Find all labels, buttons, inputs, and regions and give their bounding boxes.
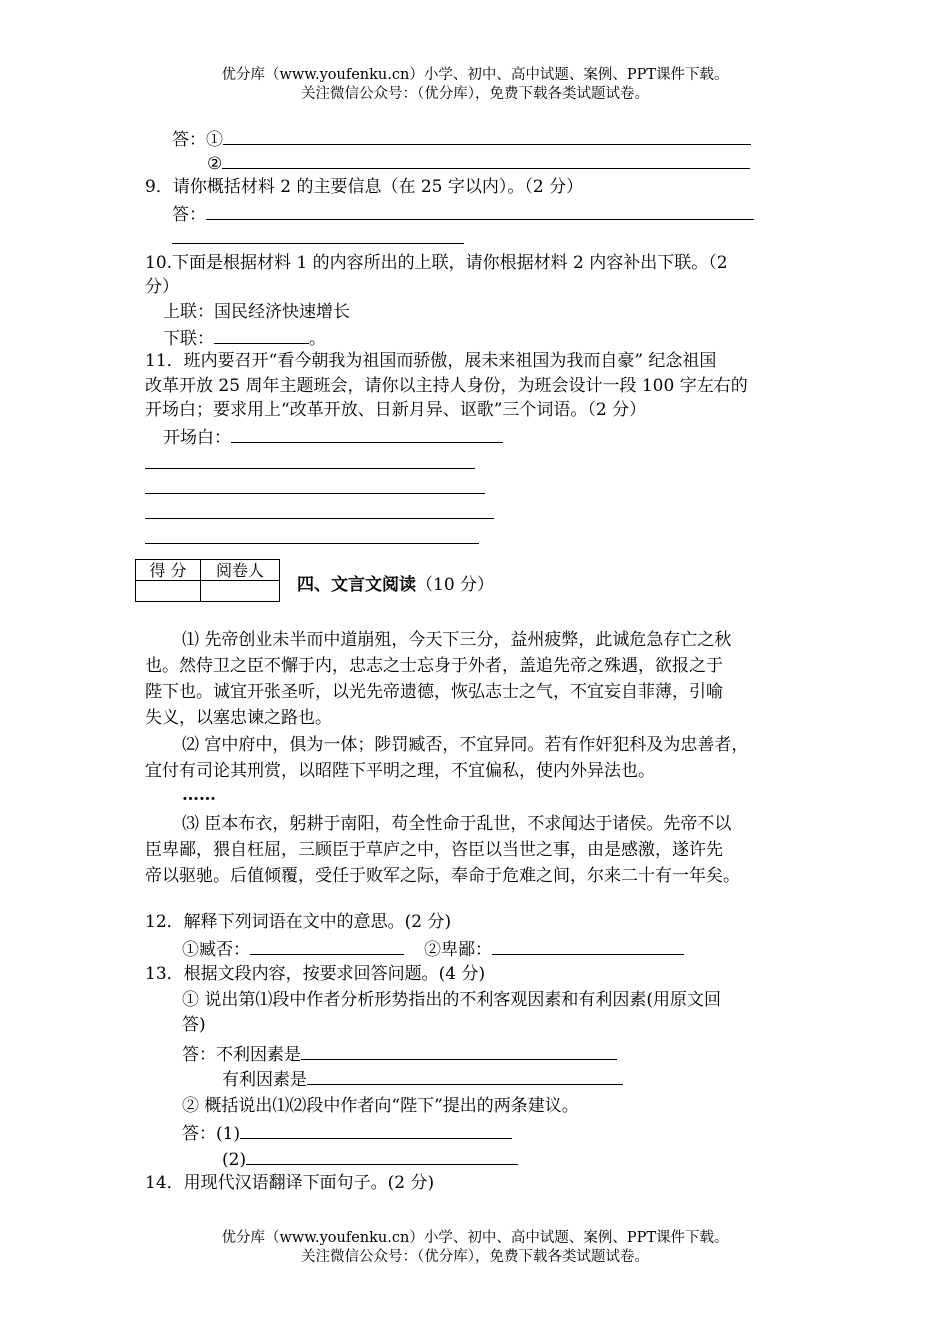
page-footer-line2: 关注微信公众号：（优分库），免费下载各类试题试卷。	[301, 1249, 649, 1265]
passage-p2-line2: 宜付有司论其刑赏，以昭陛下平明之理，不宜偏私，使内外异法也。	[145, 761, 655, 781]
q13-answer2-label: (2)	[222, 1150, 247, 1170]
q12-items	[182, 936, 684, 962]
q11-question-line3: 开场白；要求用上“改革开放、日新月异、讴歌”三个词语。（2 分）	[145, 400, 647, 420]
passage-p1-line2: 也。然侍卫之臣不懈于内，忠志之士忘身于外者，盖追先帝之殊遇，欲报之于	[145, 656, 723, 676]
q13-answer1-blank[interactable]	[240, 1120, 512, 1139]
page-header-line2: 关注微信公众号：（优分库），免费下载各类试题试卷。	[301, 86, 649, 102]
q10-lower-couplet	[163, 325, 326, 351]
q12-item2-blank[interactable]	[492, 936, 684, 955]
passage-p1-line4: 失义，以塞忠谏之路也。	[145, 708, 332, 728]
passage-p3-line3: 帝以驱驰。后值倾覆，受任于败军之际，奉命于危难之间，尔来二十有一年矣。	[145, 866, 740, 886]
passage-p3-line2: 臣卑鄙，猥自枉屈，三顾臣于草庐之中，咨臣以当世之事，由是感激，遂许先	[145, 840, 723, 860]
q12-item1-label: ①臧否：	[182, 940, 250, 960]
passage-p3-line1: ⑶ 臣本布衣，躬耕于南阳，苟全性命于乱世，不求闻达于诸侯。先帝不以	[182, 814, 732, 834]
q11-opening-line	[163, 424, 503, 450]
q10-upper-couplet: 上联：国民经济快速增长	[163, 302, 350, 322]
q8-answer-blank-1[interactable]	[223, 126, 751, 145]
q12-item2-label: ②卑鄙：	[424, 940, 492, 960]
q13-sub1-line2: 答)	[182, 1015, 206, 1035]
q9-answer-blank[interactable]	[206, 201, 754, 220]
q13-answer-label: 答：	[182, 1045, 216, 1065]
q8-answer-blank-2[interactable]	[222, 150, 750, 169]
q10-lower-blank[interactable]	[214, 325, 309, 344]
q13-answer1-label-prefix: 答：	[182, 1124, 216, 1144]
q13-answer1-label: (1)	[216, 1124, 241, 1144]
q10-question-line2: 分）	[145, 277, 179, 297]
q13-sub2: ② 概括说出⑴⑵段中作者向“陛下”提出的两条建议。	[182, 1096, 579, 1116]
q13-question: 13．根据文段内容，按要求回答问题。(4 分)	[145, 964, 486, 984]
q13-unfavorable-line	[182, 1041, 617, 1067]
q11-answer-rule-3[interactable]	[145, 518, 494, 519]
passage-p1-line3: 陛下也。诚宜开张圣听，以光先帝遗德，恢弘志士之气，不宜妄自菲薄，引喻	[145, 682, 723, 702]
passage-p1-line1: ⑴ 先帝创业未半而中道崩殂，今天下三分，益州疲弊，此诚危急存亡之秋	[182, 630, 732, 650]
section4-title: 四、文言文阅读	[297, 575, 416, 595]
passage-ellipsis: ……	[182, 785, 216, 805]
q14-question: 14．用现代汉语翻译下面句子。(2 分)	[145, 1173, 435, 1193]
q13-favorable-line	[222, 1066, 623, 1092]
grader-header: 阅卷人	[201, 560, 280, 581]
q9-answer-line	[172, 201, 754, 227]
q13-answer2-blank[interactable]	[246, 1146, 518, 1165]
grader-cell[interactable]	[201, 581, 280, 602]
q11-question-line1: 11．班内要召开“看今朝我为祖国而骄傲，展未来祖国为我而自豪” 纪念祖国	[145, 351, 717, 371]
section4-points: （10 分）	[416, 575, 495, 595]
q13-unfavorable-label: 不利因素是	[216, 1045, 301, 1065]
q11-opening-blank[interactable]	[231, 424, 503, 443]
q9-answer-blank-2[interactable]	[172, 243, 464, 244]
q13-sub1-line1: ① 说出第⑴段中作者分析形势指出的不利客观因素和有利因素(用原文回	[182, 990, 722, 1010]
q9-question: 9．请你概括材料 2 的主要信息（在 25 字以内）。（2 分）	[145, 177, 584, 197]
score-cell[interactable]	[136, 581, 201, 602]
section4-heading	[297, 573, 494, 597]
q9-answer-label: 答：	[172, 205, 206, 225]
q10-question-line1: 10.下面是根据材料 1 的内容所出的上联，请你根据材料 2 内容补出下联。（2	[145, 253, 728, 273]
q11-answer-rule-1[interactable]	[145, 468, 475, 469]
q11-opening-label: 开场白：	[163, 428, 231, 448]
q12-item1-blank[interactable]	[250, 936, 404, 955]
q11-answer-rule-4[interactable]	[145, 543, 479, 544]
q10-lower-end: 。	[309, 329, 326, 349]
q13-answer2-line	[222, 1146, 518, 1172]
page-header-line1: 优分库（www.youfenku.cn）小学、初中、高中试题、案例、PPT课件下载。	[221, 67, 729, 83]
q11-answer-rule-2[interactable]	[145, 493, 485, 494]
page-footer-line1: 优分库（www.youfenku.cn）小学、初中、高中试题、案例、PPT课件下载。	[221, 1230, 729, 1246]
q8-answer-line-1	[172, 126, 751, 152]
q13-unfavorable-blank[interactable]	[301, 1041, 617, 1060]
q8-answer-label-1: 答：①	[172, 130, 223, 150]
q12-question: 12．解释下列词语在文中的意思。(2 分)	[145, 912, 452, 932]
score-box	[135, 559, 280, 602]
passage-p2-line1: ⑵ 宫中府中，俱为一体；陟罚臧否，不宜异同。若有作奸犯科及为忠善者，	[182, 735, 749, 755]
q8-answer-line-2	[207, 150, 750, 176]
q10-lower-label: 下联：	[163, 329, 214, 349]
q11-question-line2: 改革开放 25 周年主题班会，请你以主持人身份，为班会设计一段 100 字左右的	[145, 376, 748, 396]
score-header: 得 分	[136, 560, 201, 581]
q8-answer-label-2: ②	[207, 154, 223, 174]
q13-favorable-blank[interactable]	[307, 1066, 623, 1085]
q13-favorable-label: 有利因素是	[222, 1070, 307, 1090]
q13-answer1-line	[182, 1120, 512, 1146]
